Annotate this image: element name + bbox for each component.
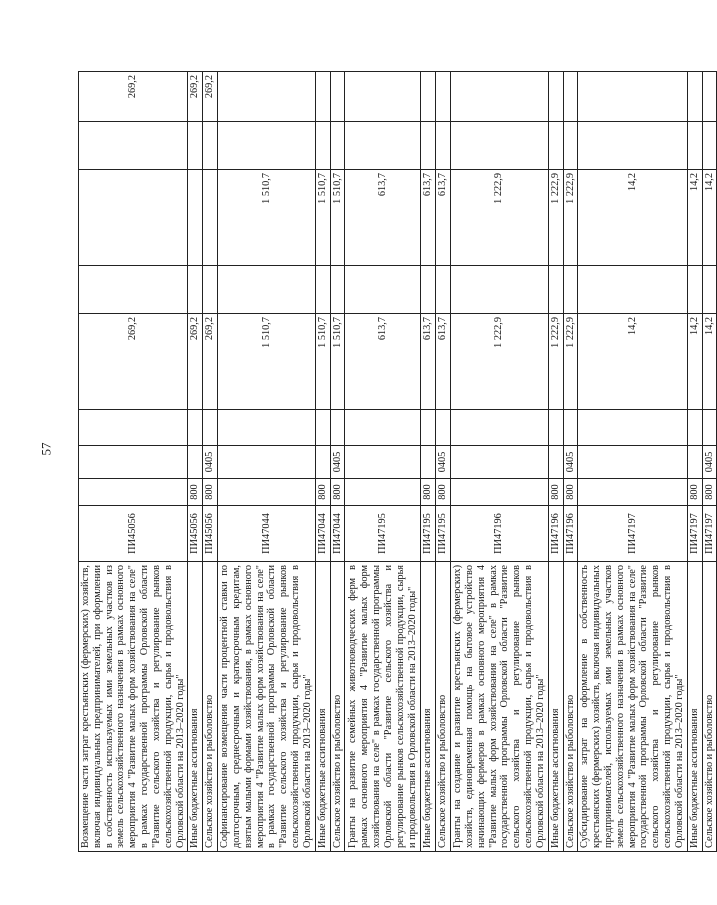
row-value-1 [421, 410, 436, 446]
row-value-1 [687, 410, 702, 446]
row-value-5 [421, 122, 436, 170]
row-value-6: 269,2 [79, 72, 188, 122]
row-description: Гранты на развитие семейных животноводческих ферм в рамках основного мероприятия 4 "Развитие малых форм хозяйствования на селе" в рамках государственной программы Орловской области "Развитие сельского хозяйства и регулирование рынков сельскохозяйственной продукции, сырья и продовольствия в Орловской области на 2013–2020 годы" [345, 562, 421, 852]
budget-table [78, 71, 717, 852]
table-row [687, 72, 702, 852]
row-group: 800 [421, 479, 436, 506]
row-value-6 [421, 72, 436, 122]
row-description: Иные бюджетные ассигнования [188, 562, 203, 852]
row-section: 0405 [203, 446, 218, 479]
row-value-6 [578, 72, 687, 122]
row-description: Софинансирование возмещения части процентной ставки по долгосрочным, среднесрочным и краткосрочным кредитам, взятым малыми формами хозяйствования, в рамках основного мероприятия 4 "Развитие малых форм хозяйствования на селе" в рамках государственной программы Орловской области "Развитие сельского хозяйства и регулирование рынков сельскохозяйственной продукции, сырья и продовольствия в Орловской области на 2013–2020 годы" [218, 562, 316, 852]
row-value-1 [79, 410, 188, 446]
row-section [315, 446, 330, 479]
table-row [315, 72, 330, 852]
row-value-3 [79, 266, 188, 314]
row-value-1 [188, 410, 203, 446]
row-value-1 [315, 410, 330, 446]
row-value-3 [548, 266, 563, 314]
row-value-4: 1 222,9 [548, 170, 563, 266]
row-group [345, 479, 421, 506]
row-section: 0405 [702, 446, 717, 479]
row-value-2: 14,2 [578, 314, 687, 410]
row-section: 0405 [563, 446, 578, 479]
row-value-4: 1 510,7 [218, 170, 316, 266]
row-value-6: 269,2 [203, 72, 218, 122]
row-value-2: 269,2 [203, 314, 218, 410]
row-value-5 [79, 122, 188, 170]
row-value-1 [702, 410, 717, 446]
row-value-4: 1 510,7 [315, 170, 330, 266]
row-value-1 [218, 410, 316, 446]
row-section [188, 446, 203, 479]
row-value-1 [330, 410, 345, 446]
row-value-6 [315, 72, 330, 122]
row-value-4: 613,7 [436, 170, 451, 266]
row-value-2: 1 222,9 [563, 314, 578, 410]
row-value-4: 14,2 [702, 170, 717, 266]
row-description: Сельское хозяйство и рыболовство [330, 562, 345, 852]
row-description: Возмещение части затрат крестьянских (фермерских) хозяйств, включая индивидуальных предпринимателей, при оформлении в собственность используемых ими земельных участков из земель сельскохозяйственного назначения в рамках основного мероприятия 4 "Развитие малых форм хозяйствования на селе" в рамках государственной программы Орловской области "Развитие сельского хозяйства и регулирование рынков сельскохозяйственной продукции, сырья и продовольствия в Орловской области на 2013–2020 годы" [79, 562, 188, 852]
row-value-5 [702, 122, 717, 170]
row-value-6: 269,2 [188, 72, 203, 122]
row-value-3 [188, 266, 203, 314]
row-group: 800 [687, 479, 702, 506]
row-group: 800 [330, 479, 345, 506]
row-code: ПИ47044 [218, 506, 316, 562]
table-row [330, 72, 345, 852]
row-value-3 [203, 266, 218, 314]
row-value-2: 613,7 [421, 314, 436, 410]
row-description: Субсидирование затрат на оформление в собственность крестьянских (фермерских) хозяйств, включая индивидуальных предпринимателей, используемых ими земельных участков земель сельскохозяйственного назначения в рамках основного мероприятия 4 "Развитие малых форм хозяйствования на селе" государственной программы Орловской области "Развитие сельского хозяйства и регулирование рынков сельскохозяйственной продукции, сырья и продовольствия в Орловской области на 2013–2020 годы" [578, 562, 687, 852]
row-section [451, 446, 549, 479]
row-value-2: 269,2 [188, 314, 203, 410]
row-group [578, 479, 687, 506]
table-row [188, 72, 203, 852]
row-section [79, 446, 188, 479]
row-group: 800 [203, 479, 218, 506]
row-group: 800 [436, 479, 451, 506]
row-code: ПИ47196 [563, 506, 578, 562]
row-code: ПИ47197 [702, 506, 717, 562]
row-value-2: 1 222,9 [451, 314, 549, 410]
row-code: ПИ47195 [345, 506, 421, 562]
rotated-page [78, 72, 715, 852]
table-row [451, 72, 549, 852]
table-row [218, 72, 316, 852]
table-row [436, 72, 451, 852]
row-value-3 [436, 266, 451, 314]
row-value-6 [218, 72, 316, 122]
table-row [548, 72, 563, 852]
row-value-2: 14,2 [687, 314, 702, 410]
row-description: Сельское хозяйство и рыболовство [563, 562, 578, 852]
row-code: ПИ45056 [203, 506, 218, 562]
row-value-3 [687, 266, 702, 314]
row-description: Иные бюджетные ассигнования [315, 562, 330, 852]
row-description: Гранты на создание и развитие крестьянских (фермерских) хозяйств, единовременная помощь на бытовое устройство начинающих фермеров в рамках основного мероприятия 4 "Развитие малых форм хозяйствования на селе" в рамках государственной программы Орловской области "Развитие сельского хозяйства и регулирование рынков сельскохозяйственной продукции, сырья и продовольствия в Орловской области на 2013–2020 годы" [451, 562, 549, 852]
row-section [578, 446, 687, 479]
row-value-3 [451, 266, 549, 314]
row-value-5 [218, 122, 316, 170]
row-value-4: 1 222,9 [563, 170, 578, 266]
table-row [578, 72, 687, 852]
row-group: 800 [188, 479, 203, 506]
row-value-3 [563, 266, 578, 314]
table-row [421, 72, 436, 852]
row-value-5 [345, 122, 421, 170]
row-code: ПИ47195 [436, 506, 451, 562]
row-section: 0405 [330, 446, 345, 479]
row-code: ПИ47197 [687, 506, 702, 562]
row-value-3 [578, 266, 687, 314]
row-group [218, 479, 316, 506]
row-value-1 [563, 410, 578, 446]
row-description: Иные бюджетные ассигнования [687, 562, 702, 852]
row-code: ПИ47197 [578, 506, 687, 562]
row-value-1 [203, 410, 218, 446]
row-section: 0405 [436, 446, 451, 479]
row-value-2: 1 510,7 [315, 314, 330, 410]
row-group: 800 [563, 479, 578, 506]
row-value-4: 14,2 [687, 170, 702, 266]
row-section [687, 446, 702, 479]
row-value-6 [345, 72, 421, 122]
row-section [345, 446, 421, 479]
table-row [345, 72, 421, 852]
row-value-5 [203, 122, 218, 170]
row-value-3 [702, 266, 717, 314]
row-value-3 [330, 266, 345, 314]
row-value-1 [578, 410, 687, 446]
row-section [218, 446, 316, 479]
row-value-3 [218, 266, 316, 314]
row-code: ПИ45056 [79, 506, 188, 562]
row-value-1 [345, 410, 421, 446]
row-value-6 [330, 72, 345, 122]
row-value-2: 613,7 [436, 314, 451, 410]
row-description: Сельское хозяйство и рыболовство [203, 562, 218, 852]
row-value-4: 613,7 [421, 170, 436, 266]
row-section [421, 446, 436, 479]
table-row [79, 72, 188, 852]
row-section [548, 446, 563, 479]
row-value-3 [315, 266, 330, 314]
row-value-5 [548, 122, 563, 170]
row-code: ПИ45056 [188, 506, 203, 562]
row-code: ПИ47195 [421, 506, 436, 562]
row-value-4 [203, 170, 218, 266]
row-group: 800 [548, 479, 563, 506]
row-value-2: 1 510,7 [330, 314, 345, 410]
row-value-4 [188, 170, 203, 266]
row-value-5 [451, 122, 549, 170]
row-value-4: 613,7 [345, 170, 421, 266]
table-row [203, 72, 218, 852]
row-value-6 [702, 72, 717, 122]
row-value-6 [563, 72, 578, 122]
row-value-2: 269,2 [79, 314, 188, 410]
row-value-6 [548, 72, 563, 122]
row-code: ПИ47044 [315, 506, 330, 562]
row-value-5 [563, 122, 578, 170]
row-group [451, 479, 549, 506]
row-value-5 [330, 122, 345, 170]
table-body [79, 72, 717, 852]
row-value-3 [345, 266, 421, 314]
row-code: ПИ47044 [330, 506, 345, 562]
row-code: ПИ47196 [548, 506, 563, 562]
row-value-4: 1 510,7 [330, 170, 345, 266]
row-group: 800 [702, 479, 717, 506]
row-value-2: 613,7 [345, 314, 421, 410]
row-group: 800 [315, 479, 330, 506]
row-value-6 [436, 72, 451, 122]
row-value-1 [451, 410, 549, 446]
row-value-6 [451, 72, 549, 122]
row-value-5 [188, 122, 203, 170]
row-value-4: 14,2 [578, 170, 687, 266]
row-value-5 [436, 122, 451, 170]
row-value-2: 1 222,9 [548, 314, 563, 410]
row-code: ПИ47196 [451, 506, 549, 562]
row-value-2: 14,2 [702, 314, 717, 410]
row-value-4: 1 222,9 [451, 170, 549, 266]
row-description: Сельское хозяйство и рыболовство [436, 562, 451, 852]
row-value-5 [687, 122, 702, 170]
row-value-3 [421, 266, 436, 314]
row-description: Иные бюджетные ассигнования [421, 562, 436, 852]
row-value-4 [79, 170, 188, 266]
row-description: Иные бюджетные ассигнования [548, 562, 563, 852]
row-value-1 [436, 410, 451, 446]
row-value-5 [578, 122, 687, 170]
row-value-6 [687, 72, 702, 122]
table-row [563, 72, 578, 852]
row-value-2: 1 510,7 [218, 314, 316, 410]
row-value-5 [315, 122, 330, 170]
table-row [702, 72, 717, 852]
row-value-1 [548, 410, 563, 446]
row-description: Сельское хозяйство и рыболовство [702, 562, 717, 852]
row-group [79, 479, 188, 506]
page-number: 57 [38, 442, 54, 456]
